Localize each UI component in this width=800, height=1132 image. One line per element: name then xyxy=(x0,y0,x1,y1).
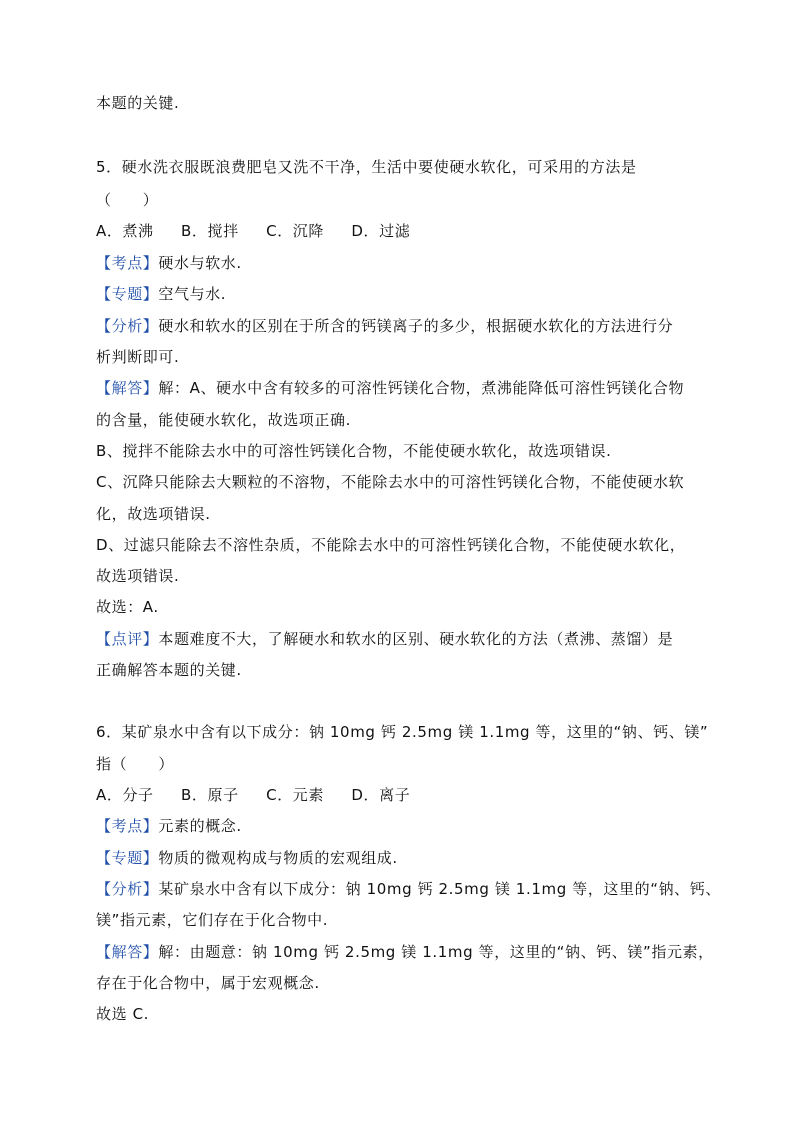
kaodian-text: 元素的概念. xyxy=(158,817,242,835)
fenxi-tag: 【分析】 xyxy=(96,317,159,335)
q5-jieda xyxy=(96,378,720,398)
q6-fenxi xyxy=(96,879,720,899)
question-5-blank: （ ） xyxy=(96,191,159,209)
text-line: 镁”指元素，它们存在于化合物中. xyxy=(96,911,329,929)
option-a: A．煮沸 xyxy=(96,222,154,240)
dianping-tag: 【点评】 xyxy=(96,630,159,648)
kaodian-tag: 【考点】 xyxy=(96,254,159,272)
text-line: 正确解答本题的关键. xyxy=(96,661,242,679)
option-c: C．元素 xyxy=(266,786,324,804)
text-line: D、过滤只能除去不溶性杂质，不能除去水中的可溶性钙镁化合物，不能使硬水软化， xyxy=(96,536,686,554)
question-6-stem: 6．某矿泉水中含有以下成分：钠 10mg 钙 2.5mg 镁 1.1mg 等，这里的“钠、钙、镁” xyxy=(96,723,709,741)
q6-kaodian xyxy=(96,816,720,836)
zhuanti-tag: 【专题】 xyxy=(96,849,159,867)
jieda-tag: 【解答】 xyxy=(96,943,159,961)
q6-jieda xyxy=(96,942,720,962)
q6-zhuanti xyxy=(96,848,720,868)
zhuanti-text: 物质的微观构成与物质的宏观组成. xyxy=(158,849,398,867)
text-line: 的含量，能使硬水软化，故选项正确. xyxy=(96,411,351,429)
jieda-tag: 【解答】 xyxy=(96,379,159,397)
text-line: 故选 C. xyxy=(96,1005,150,1023)
kaodian-tag: 【考点】 xyxy=(96,817,159,835)
dianping-text: 本题难度不大，了解硬水和软水的区别、硬水软化的方法（煮沸、蒸馏）是 xyxy=(158,630,674,648)
question-5-options xyxy=(96,221,720,241)
option-b: B．搅拌 xyxy=(181,222,239,240)
text-line: 存在于化合物中，属于宏观概念. xyxy=(96,974,320,992)
option-b: B．原子 xyxy=(181,786,239,804)
text-line: C、沉降只能除去大颗粒的不溶物，不能除去水中的可溶性钙镁化合物，不能使硬水软 xyxy=(96,473,685,491)
text-line: 本题的关键. xyxy=(96,94,180,112)
option-c: C．沉降 xyxy=(266,222,324,240)
text-line: B、搅拌不能除去水中的可溶性钙镁化合物，不能使硬水软化，故选项错误. xyxy=(96,442,612,460)
option-d: D．离子 xyxy=(351,786,411,804)
option-a: A．分子 xyxy=(96,786,154,804)
zhuanti-tag: 【专题】 xyxy=(96,285,159,303)
jieda-text: 解：A、硬水中含有较多的可溶性钙镁化合物，煮沸能降低可溶性钙镁化合物 xyxy=(158,379,685,397)
question-5-stem: 5．硬水洗衣服既浪费肥皂又洗不干净，生活中要使硬水软化，可采用的方法是 xyxy=(96,158,637,176)
q5-kaodian xyxy=(96,253,720,273)
fenxi-tag: 【分析】 xyxy=(96,880,159,898)
q5-dianping xyxy=(96,629,720,649)
q5-zhuanti xyxy=(96,284,720,304)
question-6-options xyxy=(96,785,720,805)
fenxi-text: 某矿泉水中含有以下成分：钠 10mg 钙 2.5mg 镁 1.1mg 等，这里的“钠、钙、 xyxy=(158,880,721,898)
text-line: 化，故选项错误. xyxy=(96,505,211,523)
kaodian-text: 硬水与软水. xyxy=(158,254,242,272)
q5-fenxi xyxy=(96,316,720,336)
zhuanti-text: 空气与水. xyxy=(158,285,227,303)
text-line: 故选：A. xyxy=(96,598,159,616)
fenxi-text: 硬水和软水的区别在于所含的钙镁离子的多少，根据硬水软化的方法进行分 xyxy=(158,317,674,335)
jieda-text: 解：由题意：钠 10mg 钙 2.5mg 镁 1.1mg 等，这里的“钠、钙、镁”指元素， xyxy=(158,943,714,961)
text-line: 析判断即可. xyxy=(96,348,180,366)
option-d: D．过滤 xyxy=(351,222,411,240)
question-6-blank: 指（ ） xyxy=(96,755,175,773)
text-line: 故选项错误. xyxy=(96,567,180,585)
